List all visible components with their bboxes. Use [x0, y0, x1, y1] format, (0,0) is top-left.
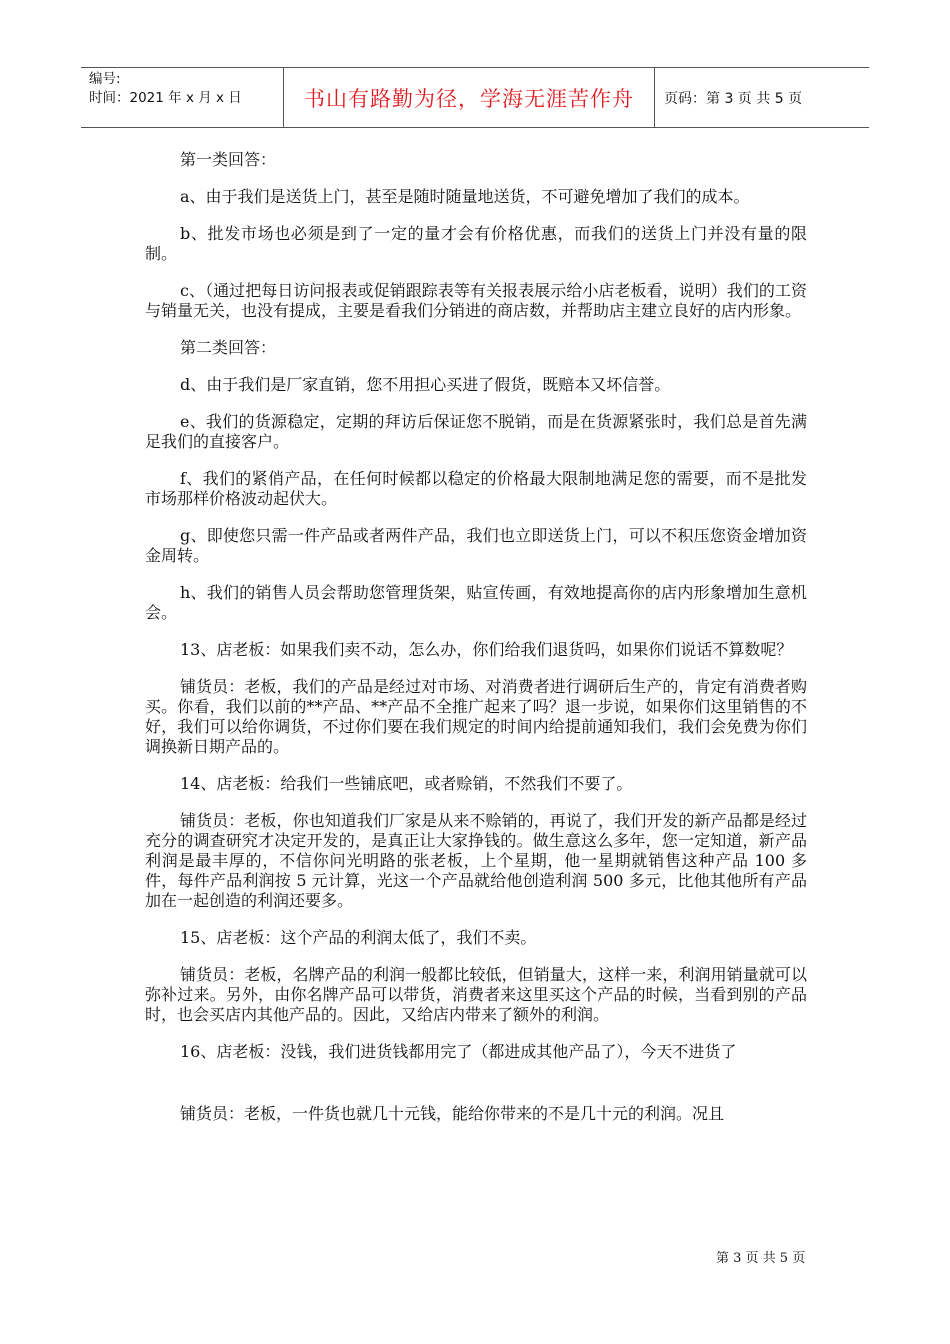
date-line: 时间：2021 年 x 月 x 日 — [89, 90, 242, 106]
paragraph: g、即使您只需一件产品或者两件产品，我们也立即送货上门，可以不积压您资金增加资金周转。 — [145, 526, 807, 565]
paragraph: 铺货员：老板，我们的产品是经过对市场、对消费者进行调研后生产的，肯定有消费者购买。你看，我们以前的**产品、**产品不全推广起来了吗？退一步说，如果你们这里销售的不好，我们可以给你调货，不过你们要在我们规定的时间内给提前通知我们，我们会免费为你们调换新日期产品的。 — [145, 677, 807, 756]
paragraph: 铺货员：老板，你也知道我们厂家是从来不赊销的，再说了，我们开发的新产品都是经过充分的调查研究才决定开发的，是真正让大家挣钱的。做生意这么多年，您一定知道，新产品利润是最丰厚的，不信你问光明路的张老板，上个星期，他一星期就销售这种产品 100 多件，每件产品利润按 5 元计算，光这一个产品就给他创造利润 500 多元，比他其他所有产品加在一起创造的利润还要多。 — [145, 811, 807, 910]
document-number-label: 编号: — [89, 71, 121, 87]
header-meta — [81, 68, 284, 127]
paragraph: b、批发市场也必须是到了一定的量才会有价格优惠，而我们的送货上门并没有量的限制。 — [145, 224, 807, 263]
paragraph: 铺货员：老板，一件货也就几十元钱，能给你带来的不是几十元的利润。况且 — [180, 1104, 725, 1123]
header-page-info: 页码：第 3 页 共 5 页 — [664, 90, 803, 107]
page-footer: 第 3 页 共 5 页 — [716, 1251, 806, 1266]
paragraph: 15、店老板：这个产品的利润太低了，我们不卖。 — [180, 928, 537, 947]
paragraph: 第一类回答： — [180, 150, 277, 169]
paragraph: f、我们的紧俏产品，在任何时候都以稳定的价格最大限制地满足您的需要，而不是批发市场那样价格波动起伏大。 — [145, 469, 807, 508]
paragraph: h、我们的销售人员会帮助您管理货架，贴宣传画，有效地提高你的店内形象增加生意机会。 — [145, 583, 807, 622]
paragraph: 13、店老板：如果我们卖不动，怎么办，你们给我们退货吗，如果你们说话不算数呢？ — [180, 640, 793, 659]
header-motto: 书山有路勤为径，学海无涯苦作舟 — [284, 68, 655, 127]
page-header — [81, 67, 869, 128]
paragraph: a、由于我们是送货上门，甚至是随时随量地送货，不可避免增加了我们的成本。 — [180, 187, 750, 206]
paragraph: c、（通过把每日访问报表或促销跟踪表等有关报表展示给小店老板看，说明）我们的工资与销量无关，也没有提成，主要是看我们分销进的商店数，并帮助店主建立良好的店内形象。 — [145, 281, 807, 320]
paragraph: 14、店老板：给我们一些铺底吧，或者赊销，不然我们不要了。 — [180, 774, 633, 793]
paragraph: d、由于我们是厂家直销，您不用担心买进了假货，既赔本又坏信誉。 — [180, 375, 671, 394]
document-body — [145, 150, 807, 1141]
paragraph: 第二类回答： — [180, 338, 277, 357]
paragraph: e、我们的货源稳定，定期的拜访后保证您不脱销，而是在货源紧张时，我们总是首先满足我们的直接客户。 — [145, 412, 807, 451]
paragraph: 16、店老板：没钱，我们进货钱都用完了（都进成其他产品了），今天不进货了 — [180, 1042, 737, 1061]
paragraph: 铺货员：老板，名牌产品的利润一般都比较低，但销量大，这样一来，利润用销量就可以弥补过来。另外，由你名牌产品可以带货，消费者来这里买这个产品的时候，当看到别的产品时，也会买店内其他产品的。因此，又给店内带来了额外的利润。 — [145, 965, 807, 1024]
